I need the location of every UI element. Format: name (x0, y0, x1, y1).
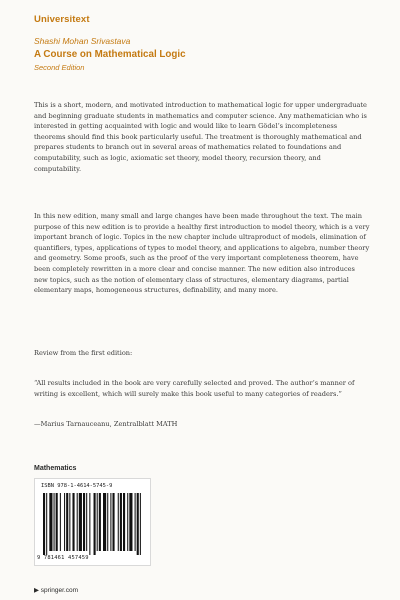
barcode-area (34, 478, 151, 566)
review-attribution: —Marius Tarnauceanu, Zentralblatt MATH (34, 420, 178, 428)
subject-category: Mathematics (34, 465, 77, 472)
isbn-label: ISBN 978-1-4614-5745-9 (41, 483, 113, 489)
author-name: Shashi Mohan Srivastava (34, 36, 131, 46)
series-name: Universitext (34, 14, 90, 25)
edition-label: Second Edition (34, 63, 85, 72)
publisher-website-link[interactable]: ▶ springer.com (34, 587, 79, 594)
blurb-paragraph-new-edition: In this new edition, many small and large changes have been made throughout the text. The main purpose of this new edition is to provide a healthy first introduction to model theory, which is a very important branch of logic. Topics in the new chapter include ultraproduct of models, elimination of quantifiers, types, applications of types to model theory, and applications to algebra, number theory and geometry. Some proofs, such as the proof of the very important completeness theorem, have been completely rewritten in a more clear and concise manner. The new edition also introduces new topics, such as the notion of elementary class of structures, elementary diagrams, partial elementary maps, homogeneous structures, definability, and many more. (34, 212, 370, 295)
review-heading: Review from the first edition: (34, 349, 133, 357)
blurb-paragraph-intro: This is a short, modern, and motivated introduction to mathematical logic for upper undergraduate and beginning graduate students in mathematics and computer science. Any mathematician who is interested in getting acquainted with logic and would like to learn Gödel’s incompleteness theorems should find this book particularly useful. The treatment is thoroughly mathematical and prepares students to branch out in several areas of mathematics related to foundations and computability, such as logic, axiomatic set theory, model theory, recursion theory, and computability. (34, 101, 367, 173)
barcode-digits: 9 781461 457459 (37, 555, 89, 561)
book-title: A Course on Mathematical Logic (34, 49, 186, 60)
barcode-icon (43, 493, 143, 555)
review-quote: “All results included in the book are very carefully selected and proved. The author’s manner of writing is excellent, which will surely make this book useful to many categories of readers.” (34, 379, 355, 398)
